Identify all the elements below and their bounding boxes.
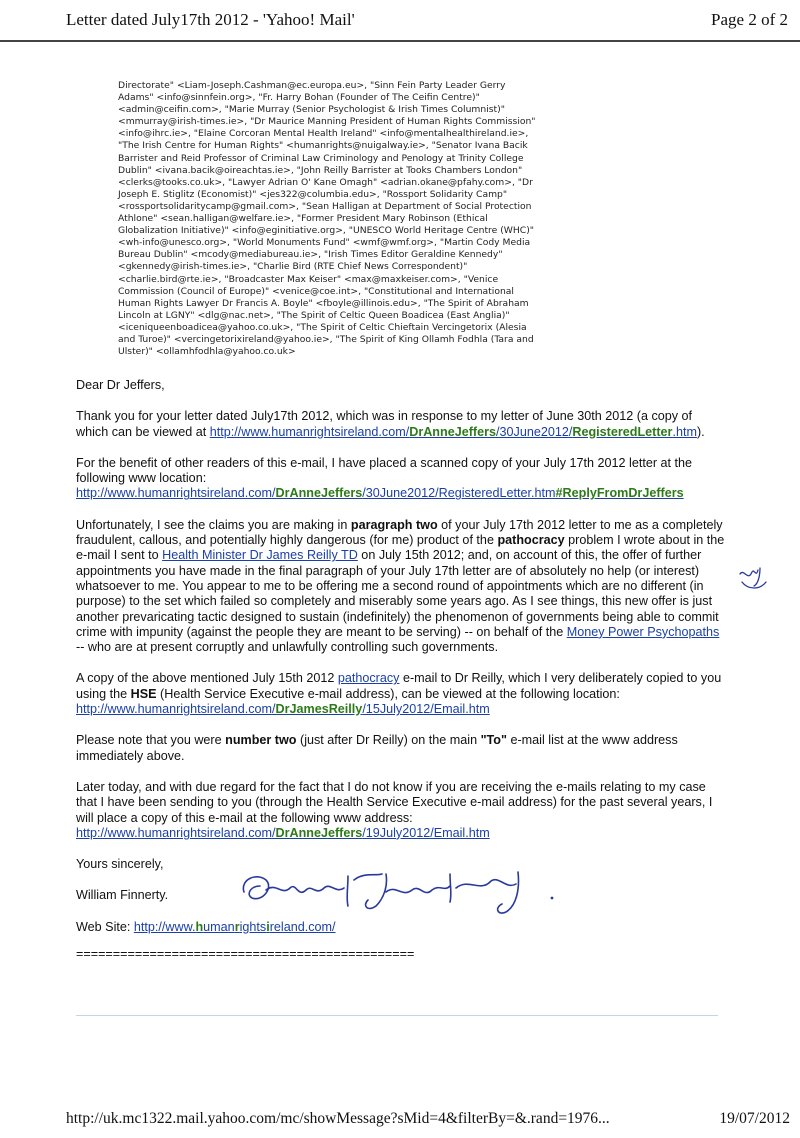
- recipient-line: Globalization Initiative)" <info@eginitiative.org>, "UNESCO World Heritage Centre (WHC)": [118, 225, 535, 237]
- recipient-line: <info@ihrc.ie>, "Elaine Corcoran Mental Health Ireland" <info@mentalhealthireland.ie>,: [118, 128, 529, 140]
- recipient-line: Bureau Dublin" <mcody@mediabureau.ie>, "Irish Times Editor Geraldine Kennedy": [118, 249, 503, 261]
- recipient-line: <mmurray@irish-times.ie>, "Dr Maurice Manning President of Human Rights Commission": [118, 116, 536, 128]
- pathocracy-link[interactable]: pathocracy: [337, 671, 400, 686]
- paragraph-1-end: ).: [696, 424, 705, 439]
- link-part: DrAnneJeffers: [409, 424, 497, 439]
- recipient-line: Barrister and Reid Professor of Criminal Law Criminology and Penology at Trinity College: [118, 152, 524, 164]
- website-line: [76, 920, 726, 935]
- recipient-line: <rossportsolidaritycamp@gmail.com>, "Sean Halligan at Department of Social Protection: [118, 200, 532, 212]
- paragraph-2: [76, 456, 726, 502]
- recipient-line: Ulster)" <ollamhfodhla@yahoo.co.uk>: [118, 346, 296, 358]
- recipient-line: Dublin" <ivana.bacik@oireachtas.ie>, "John Reilly Barrister at Tooks Chambers London": [118, 164, 523, 176]
- text-run: A copy of the above mentioned July 15th 2012: [76, 671, 338, 686]
- text-run: e-mail to Dr Reilly, which I very deliberately copied to you using the: [76, 671, 722, 701]
- recipient-line: Adams" <info@sinnfein.org>, "Fr. Harry Bohan (Founder of The Ceifin Centre)": [118, 92, 480, 104]
- link-part: http://www.: [133, 919, 196, 934]
- header-rule: [0, 40, 800, 42]
- link-part: http://www.humanrightsireland.com/: [209, 424, 410, 439]
- link-part: /30June2012/: [496, 424, 573, 439]
- recipient-list: [118, 80, 568, 358]
- link-part: r: [234, 919, 240, 934]
- link-part: /19July2012/Email.htm: [362, 825, 490, 840]
- text-run: Please note that you were: [76, 733, 226, 748]
- link-part: i: [266, 919, 270, 934]
- equals-rule: ==============================================: [76, 947, 415, 962]
- recipient-line: <iceniqueenboadicea@yahoo.co.uk>, "The Spirit of Celtic Chieftain Vercingetorix (Alesia: [118, 321, 527, 333]
- paragraph-5: [76, 733, 726, 764]
- money-power-psychopaths-link[interactable]: Money Power Psychopaths: [566, 624, 720, 639]
- reilly-email-link[interactable]: [76, 702, 490, 716]
- link-part: h: [195, 919, 204, 934]
- link-part: uman: [203, 919, 235, 934]
- print-footer: [66, 1110, 790, 1128]
- emphasis: "To": [480, 733, 507, 748]
- margin-annotation: [734, 560, 774, 600]
- text-run: -- who are at present corruptly and unlawfully controlling such governments.: [76, 640, 499, 655]
- link-part: .htm: [672, 424, 697, 439]
- footer-url: http://uk.mc1322.mail.yahoo.com/mc/showMessage?sMid=4&filterBy=&.rand=1976...: [66, 1110, 610, 1127]
- paragraph-1: [76, 409, 726, 440]
- link-part: RegisteredLetter: [572, 424, 673, 439]
- signer-name: William Finnerty.: [76, 888, 169, 903]
- link-part: ights: [239, 919, 267, 934]
- text-run: e-mail list at the www address immediately above.: [76, 733, 678, 763]
- text-run: (Health Service Executive e-mail address), can be viewed at the following location:: [156, 686, 620, 701]
- link-part: /15July2012/Email.htm: [362, 702, 490, 717]
- emphasis: number two: [225, 733, 297, 748]
- paragraph-6-text: Later today, and with due regard for the fact that I do not know if you are receiving the e-mails relating to my case that I have been sending to you (through the Health Service Executive e-mail address) for the past several years, I will place a copy of this e-mail at the following www address:: [76, 779, 713, 825]
- paragraph-4: [76, 671, 726, 717]
- recipient-line: Directorate" <Liam-Joseph.Cashman@ec.europa.eu>, "Sinn Fein Party Leader Gerry: [118, 80, 506, 91]
- recipient-line: <gkennedy@irish-times.ie>, "Charlie Bird (RTE Chief News Correspondent)": [118, 261, 468, 273]
- link-part: reland.com/: [269, 919, 336, 934]
- recipient-line: Human Rights Lawyer Dr Francis A. Boyle" <fboyle@illinois.edu>, "The Spirit of Abraham: [118, 297, 529, 309]
- recipient-line: <clerks@tooks.co.uk>, "Lawyer Adrian O' Kane Omagh" <adrian.okane@pfahy.com>, "Dr: [118, 176, 533, 188]
- content-divider: [76, 1015, 718, 1016]
- closing: Yours sincerely,: [76, 857, 164, 872]
- reply-letter-link[interactable]: [76, 486, 684, 500]
- paragraph-6: [76, 780, 726, 841]
- link-part: http://www.humanrightsireland.com/: [76, 486, 276, 501]
- paragraph-1-text: Thank you for your letter dated July17th 2012, which was in response to my letter of June 30th 2012 (a copy of which can be viewed at: [76, 409, 693, 439]
- text-run: of your July 17th 2012 letter to me as a completely fraudulent, callous, and potentially highly dangerous (for me) product of the: [76, 517, 723, 548]
- this-email-link[interactable]: [76, 826, 490, 840]
- registered-letter-link[interactable]: [210, 425, 697, 439]
- recipient-line: <wh-info@unesco.org>, "World Monuments Fund" <wmf@wmf.org>, "Martin Cody Media: [118, 237, 531, 249]
- website-label: Web Site:: [76, 919, 134, 934]
- text-run: Unfortunately, I see the claims you are making in: [76, 517, 351, 532]
- footer-date: 19/07/2012: [719, 1110, 790, 1127]
- recipient-line: Lincoln at LGNY" <dlg@nac.net>, "The Spirit of Celtic Queen Boadicea (East Anglia)": [118, 309, 510, 321]
- link-part: DrJamesReilly: [275, 702, 363, 717]
- text-run: problem I wrote about in the e-mail I sent to: [76, 533, 725, 563]
- link-part: #ReplyFromDrJeffers: [555, 486, 684, 501]
- recipient-line: Athlone" <sean.halligan@welfare.ie>, "Former President Mary Robinson (Ethical: [118, 213, 488, 225]
- print-title: Letter dated July17th 2012 - 'Yahoo! Mail': [66, 10, 355, 29]
- recipient-line: Joseph E. Stiglitz (Economist)" <jes322@columbia.edu>, "Rossport Solidarity Camp": [118, 188, 508, 200]
- print-header: [66, 10, 788, 30]
- health-minister-link[interactable]: Health Minister Dr James Reilly TD: [162, 548, 358, 563]
- link-part: http://www.humanrightsireland.com/: [76, 702, 276, 717]
- recipient-line: "The Irish Centre for Human Rights" <humanrights@nuigalway.ie>, "Senator Ivana Bacik: [118, 140, 528, 152]
- page-number: Page 2 of 2: [711, 10, 788, 29]
- emphasis: paragraph two: [350, 517, 438, 532]
- link-part: http://www.humanrightsireland.com/: [76, 825, 276, 840]
- recipient-line: Commission (Council of Europe)" <venice@coe.int>, "Constitutional and International: [118, 285, 514, 297]
- text-run: (just after Dr Reilly) on the main: [296, 733, 481, 748]
- paragraph-3: [76, 518, 726, 656]
- emphasis: HSE: [130, 686, 157, 701]
- link-part: /30June2012/RegisteredLetter.htm: [362, 486, 556, 501]
- greeting: Dear Dr Jeffers,: [76, 378, 165, 392]
- handwritten-signature: [236, 862, 556, 922]
- recipient-line: and Turoe)" <vercingetorixireland@yahoo.ie>, "The Spirit of King Ollamh Fodhla (Tara and: [118, 333, 534, 345]
- recipient-line: <admin@ceifin.com>, "Marie Murray (Senior Psychologist & Irish Times Columnist)": [118, 104, 505, 116]
- text-run: on July 15th 2012; and, on account of this, the offer of further appointments you have made in the final paragraph of your July 17th letter are of absolutely no help (or interest) whatsoever to me. You appear to me to be offering me a second round of appointments which are no different (in purpose) to the set which failed so completely and miserably some years ago. As I see things, this new offer is just another prevaricating tactic designed to sustain (indefinitely) the phenomenon of governments being able to commit crime with impunity (against the people they are meant to be serving) -- on behalf of the: [76, 548, 719, 639]
- link-part: DrAnneJeffers: [275, 486, 363, 501]
- recipient-line: <charlie.bird@rte.ie>, "Broadcaster Max Keiser" <max@maxkeiser.com>, "Venice: [118, 273, 499, 285]
- link-part: DrAnneJeffers: [275, 825, 363, 840]
- paragraph-2-text: For the benefit of other readers of this e-mail, I have placed a scanned copy of your July 17th 2012 letter at the following www location:: [76, 455, 693, 486]
- emphasis: pathocracy: [497, 533, 565, 548]
